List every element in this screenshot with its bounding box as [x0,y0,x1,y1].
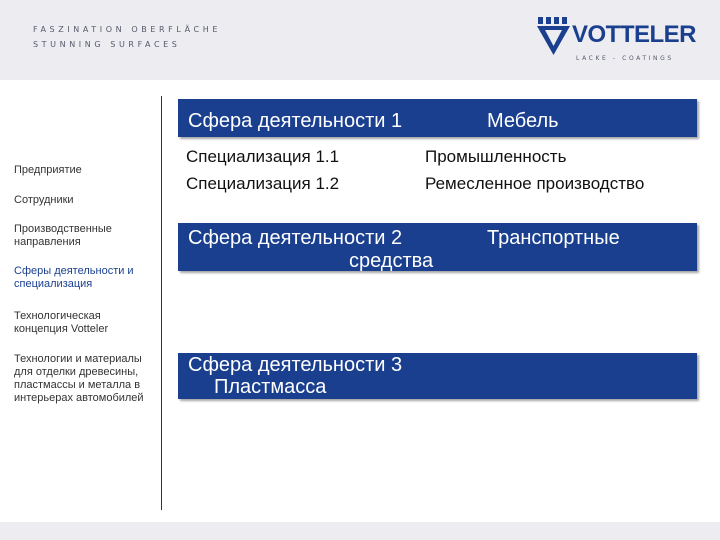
sphere-3-value: Пластмасса [214,376,327,398]
nav-item-tech-materials[interactable]: Технологии и материалы для отделки древесины, пластмассы и металла в интерьерах автомобилей [14,353,144,404]
spec-1-1-name: Специализация 1.1 [186,147,340,166]
nav-item-company[interactable]: Предприятие [14,164,82,176]
logo-subtitle: LACKE - COATINGS [576,55,674,62]
nav-item-spheres-active[interactable]: Сферы деятельности и специализация [14,265,134,290]
sphere-3-title: Сфера деятельности 3 [188,354,403,376]
logo-wordmark: VOTTELER [572,21,697,48]
spec-1-1-value: Промышленность [425,147,567,166]
sphere-2-value-cont: средства [349,250,434,272]
header-band [0,0,720,80]
sphere-1-value: Мебель [487,110,559,132]
votteler-v-logo-icon [536,17,572,57]
sidebar-divider [161,96,162,510]
nav-item-production-areas[interactable]: Производственные направления [14,223,112,248]
tagline-line-1: FASZINATION OBERFLÄCHE [33,25,221,34]
votteler-logo[interactable] [536,17,696,67]
tagline-line-2: STUNNING SURFACES [33,40,181,49]
sphere-2-title: Сфера деятельности 2 [188,227,403,249]
nav-item-employees[interactable]: Сотрудники [14,194,74,206]
sphere-2-value: Транспортные [487,227,620,249]
footer-band [0,522,720,540]
spec-1-2-value: Ремесленное производство [425,174,645,193]
sphere-1-title: Сфера деятельности 1 [188,110,403,132]
spec-1-2-name: Специализация 1.2 [186,174,340,193]
nav-item-tech-concept[interactable]: Технологическая концепция Votteler [14,310,109,335]
